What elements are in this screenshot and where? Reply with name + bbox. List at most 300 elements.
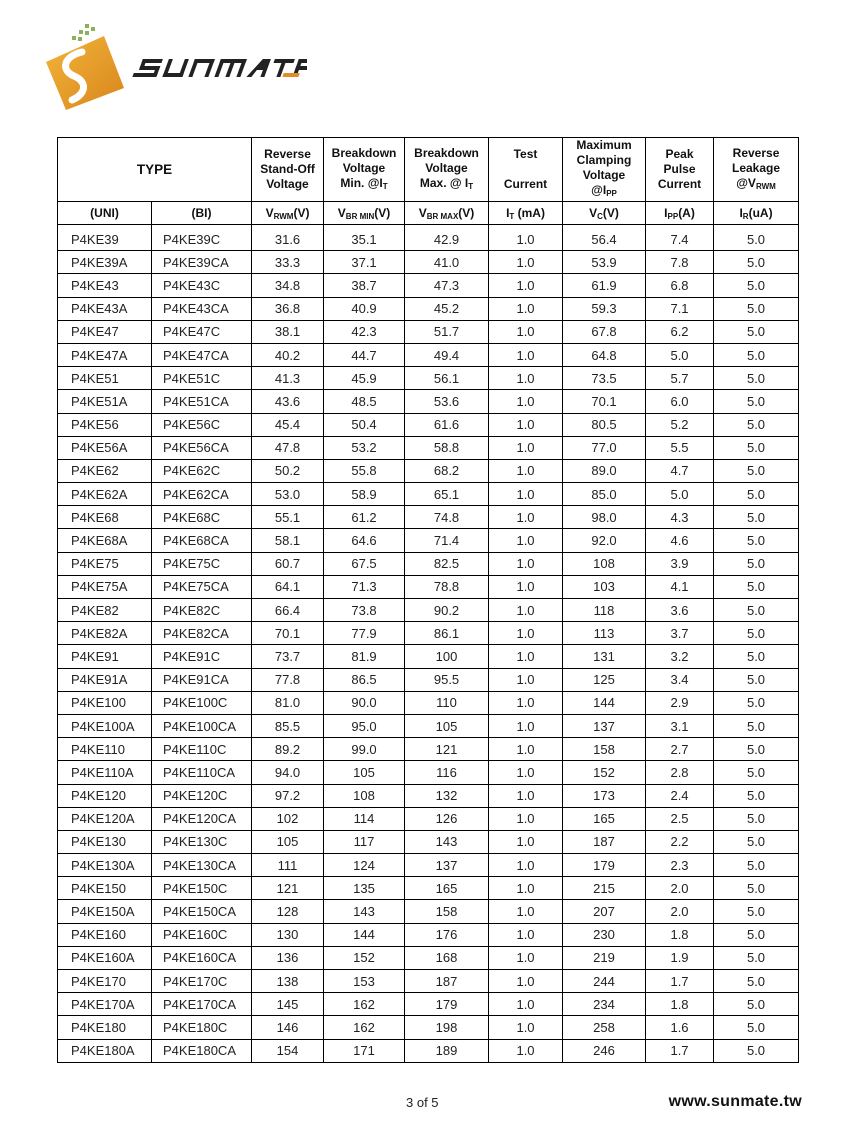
cell-vbr-max: 65.1 <box>405 483 489 506</box>
cell-vc: 113 <box>563 622 646 645</box>
cell-bi-part: P4KE75CA <box>152 575 252 598</box>
cell-uni-part: P4KE160A <box>58 946 152 969</box>
cell-vc: 165 <box>563 807 646 830</box>
cell-vbr-max: 45.2 <box>405 297 489 320</box>
header-row-units <box>58 202 799 225</box>
cell-bi-part: P4KE91CA <box>152 668 252 691</box>
cell-ir: 5.0 <box>714 946 799 969</box>
cell-it: 1.0 <box>489 599 563 622</box>
cell-it: 1.0 <box>489 343 563 366</box>
cell-vc: 187 <box>563 830 646 853</box>
cell-ipp: 5.7 <box>646 367 714 390</box>
cell-bi-part: P4KE160CA <box>152 946 252 969</box>
cell-ir: 5.0 <box>714 599 799 622</box>
cell-uni-part: P4KE100A <box>58 714 152 737</box>
cell-ipp: 3.4 <box>646 668 714 691</box>
table-row <box>58 552 799 575</box>
cell-uni-part: P4KE91A <box>58 668 152 691</box>
cell-vbr-max: 137 <box>405 854 489 877</box>
cell-vrwm: 34.8 <box>252 274 324 297</box>
cell-ipp: 7.4 <box>646 225 714 251</box>
cell-ir: 5.0 <box>714 575 799 598</box>
cell-bi-part: P4KE39C <box>152 225 252 251</box>
cell-it: 1.0 <box>489 506 563 529</box>
cell-ir: 5.0 <box>714 668 799 691</box>
cell-vc: 158 <box>563 738 646 761</box>
cell-uni-part: P4KE43 <box>58 274 152 297</box>
cell-bi-part: P4KE62C <box>152 459 252 482</box>
cell-ipp: 3.2 <box>646 645 714 668</box>
cell-it: 1.0 <box>489 297 563 320</box>
cell-vc: 56.4 <box>563 225 646 251</box>
cell-ir: 5.0 <box>714 761 799 784</box>
cell-vbr-max: 100 <box>405 645 489 668</box>
table-row <box>58 274 799 297</box>
table-row <box>58 436 799 459</box>
cell-it: 1.0 <box>489 575 563 598</box>
cell-it: 1.0 <box>489 993 563 1016</box>
cell-vrwm: 85.5 <box>252 714 324 737</box>
cell-vrwm: 136 <box>252 946 324 969</box>
cell-vbr-min: 152 <box>324 946 405 969</box>
header-row-titles <box>58 138 799 202</box>
cell-vc: 67.8 <box>563 320 646 343</box>
table-row <box>58 343 799 366</box>
cell-bi-part: P4KE120CA <box>152 807 252 830</box>
cell-vc: 70.1 <box>563 390 646 413</box>
cell-ir: 5.0 <box>714 390 799 413</box>
cell-uni-part: P4KE68A <box>58 529 152 552</box>
cell-it: 1.0 <box>489 225 563 251</box>
table-row <box>58 784 799 807</box>
cell-vbr-min: 50.4 <box>324 413 405 436</box>
cell-bi-part: P4KE47CA <box>152 343 252 366</box>
cell-vbr-max: 105 <box>405 714 489 737</box>
cell-vbr-min: 64.6 <box>324 529 405 552</box>
cell-ipp: 3.1 <box>646 714 714 737</box>
cell-bi-part: P4KE39CA <box>152 251 252 274</box>
cell-it: 1.0 <box>489 923 563 946</box>
cell-vbr-max: 165 <box>405 877 489 900</box>
table-row <box>58 923 799 946</box>
cell-bi-part: P4KE43C <box>152 274 252 297</box>
table-row <box>58 320 799 343</box>
cell-vc: 246 <box>563 1039 646 1062</box>
cell-vbr-max: 198 <box>405 1016 489 1039</box>
header-reverse-leakage: Reverse Leakage $@V_{RWM}$ <box>714 138 799 202</box>
table-row <box>58 761 799 784</box>
cell-vbr-min: 144 <box>324 923 405 946</box>
cell-ir: 5.0 <box>714 1016 799 1039</box>
cell-vc: 53.9 <box>563 251 646 274</box>
cell-ipp: 2.5 <box>646 807 714 830</box>
cell-vc: 61.9 <box>563 274 646 297</box>
cell-vrwm: 40.2 <box>252 343 324 366</box>
cell-it: 1.0 <box>489 459 563 482</box>
cell-vbr-min: 153 <box>324 970 405 993</box>
cell-vbr-max: 176 <box>405 923 489 946</box>
cell-vrwm: 41.3 <box>252 367 324 390</box>
cell-uni-part: P4KE62A <box>58 483 152 506</box>
cell-vc: 207 <box>563 900 646 923</box>
cell-vrwm: 145 <box>252 993 324 1016</box>
cell-vrwm: 130 <box>252 923 324 946</box>
cell-it: 1.0 <box>489 436 563 459</box>
cell-vrwm: 45.4 <box>252 413 324 436</box>
table-row <box>58 877 799 900</box>
cell-bi-part: P4KE180C <box>152 1016 252 1039</box>
cell-ipp: 1.7 <box>646 970 714 993</box>
cell-ipp: 4.7 <box>646 459 714 482</box>
header-clamping-voltage: Maximum Clamping Voltage $@I_{PP}$ <box>563 138 646 202</box>
cell-vc: 80.5 <box>563 413 646 436</box>
cell-vbr-min: 35.1 <box>324 225 405 251</box>
cell-vbr-max: 58.8 <box>405 436 489 459</box>
cell-ipp: 1.8 <box>646 993 714 1016</box>
cell-bi-part: P4KE51CA <box>152 390 252 413</box>
cell-ipp: 7.1 <box>646 297 714 320</box>
cell-bi-part: P4KE110CA <box>152 761 252 784</box>
cell-ir: 5.0 <box>714 320 799 343</box>
cell-vbr-min: 71.3 <box>324 575 405 598</box>
cell-vbr-max: 116 <box>405 761 489 784</box>
cell-ipp: 4.3 <box>646 506 714 529</box>
cell-vc: 103 <box>563 575 646 598</box>
cell-uni-part: P4KE43A <box>58 297 152 320</box>
table-row <box>58 390 799 413</box>
cell-ipp: 1.7 <box>646 1039 714 1062</box>
cell-vbr-max: 47.3 <box>405 274 489 297</box>
cell-vbr-min: 108 <box>324 784 405 807</box>
table-body <box>58 225 799 1063</box>
cell-uni-part: P4KE150 <box>58 877 152 900</box>
cell-uni-part: P4KE130 <box>58 830 152 853</box>
cell-ir: 5.0 <box>714 367 799 390</box>
cell-ir: 5.0 <box>714 552 799 575</box>
sunmate-wordmark <box>132 56 307 80</box>
cell-vc: 244 <box>563 970 646 993</box>
cell-uni-part: P4KE170 <box>58 970 152 993</box>
cell-vbr-min: 44.7 <box>324 343 405 366</box>
cell-ipp: 1.6 <box>646 1016 714 1039</box>
cell-uni-part: P4KE82 <box>58 599 152 622</box>
cell-vrwm: 138 <box>252 970 324 993</box>
cell-ir: 5.0 <box>714 343 799 366</box>
header-standoff-voltage: Reverse Stand-Off Voltage <box>252 138 324 202</box>
table-row <box>58 1016 799 1039</box>
cell-vrwm: 50.2 <box>252 459 324 482</box>
cell-vrwm: 89.2 <box>252 738 324 761</box>
cell-it: 1.0 <box>489 714 563 737</box>
cell-ipp: 2.9 <box>646 691 714 714</box>
cell-ir: 5.0 <box>714 529 799 552</box>
sunmate-logo-mark-icon <box>42 22 132 112</box>
cell-ipp: 3.7 <box>646 622 714 645</box>
table-row <box>58 807 799 830</box>
cell-it: 1.0 <box>489 1039 563 1062</box>
unit-vbr-max: $V_{BR MAX}(V)$ <box>405 202 489 225</box>
cell-it: 1.0 <box>489 483 563 506</box>
cell-vc: 144 <box>563 691 646 714</box>
cell-uni-part: P4KE180 <box>58 1016 152 1039</box>
cell-uni-part: P4KE68 <box>58 506 152 529</box>
cell-vbr-max: 56.1 <box>405 367 489 390</box>
cell-vrwm: 70.1 <box>252 622 324 645</box>
cell-ir: 5.0 <box>714 714 799 737</box>
cell-vrwm: 33.3 <box>252 251 324 274</box>
header-peak-pulse-current: Peak Pulse Current <box>646 138 714 202</box>
cell-vc: 85.0 <box>563 483 646 506</box>
cell-vrwm: 94.0 <box>252 761 324 784</box>
cell-ipp: 2.0 <box>646 900 714 923</box>
cell-ir: 5.0 <box>714 830 799 853</box>
cell-uni-part: P4KE120A <box>58 807 152 830</box>
cell-vrwm: 47.8 <box>252 436 324 459</box>
cell-vc: 108 <box>563 552 646 575</box>
cell-vbr-min: 135 <box>324 877 405 900</box>
cell-vrwm: 73.7 <box>252 645 324 668</box>
cell-vbr-min: 114 <box>324 807 405 830</box>
cell-vbr-max: 74.8 <box>405 506 489 529</box>
cell-vbr-min: 81.9 <box>324 645 405 668</box>
cell-vc: 219 <box>563 946 646 969</box>
cell-bi-part: P4KE150CA <box>152 900 252 923</box>
cell-it: 1.0 <box>489 970 563 993</box>
cell-vbr-max: 132 <box>405 784 489 807</box>
cell-vbr-max: 126 <box>405 807 489 830</box>
cell-vbr-max: 90.2 <box>405 599 489 622</box>
cell-bi-part: P4KE100C <box>152 691 252 714</box>
header-breakdown-min: Breakdown Voltage Min. $@I_T$ <box>324 138 405 202</box>
table-row <box>58 529 799 552</box>
cell-ipp: 1.8 <box>646 923 714 946</box>
cell-vc: 230 <box>563 923 646 946</box>
cell-vbr-min: 45.9 <box>324 367 405 390</box>
cell-bi-part: P4KE170C <box>152 970 252 993</box>
cell-vbr-max: 110 <box>405 691 489 714</box>
cell-ir: 5.0 <box>714 622 799 645</box>
cell-bi-part: P4KE160C <box>152 923 252 946</box>
cell-uni-part: P4KE75 <box>58 552 152 575</box>
cell-vbr-min: 61.2 <box>324 506 405 529</box>
cell-it: 1.0 <box>489 784 563 807</box>
cell-vc: 125 <box>563 668 646 691</box>
unit-it: $I_T$ (mA) <box>489 202 563 225</box>
cell-uni-part: P4KE110A <box>58 761 152 784</box>
cell-vbr-min: 105 <box>324 761 405 784</box>
cell-vc: 92.0 <box>563 529 646 552</box>
cell-it: 1.0 <box>489 854 563 877</box>
cell-vbr-max: 51.7 <box>405 320 489 343</box>
cell-vbr-min: 99.0 <box>324 738 405 761</box>
cell-bi-part: P4KE100CA <box>152 714 252 737</box>
header-test-current: Test Current <box>489 138 563 202</box>
cell-it: 1.0 <box>489 645 563 668</box>
cell-vrwm: 53.0 <box>252 483 324 506</box>
header-type: TYPE <box>58 138 252 202</box>
cell-ipp: 2.7 <box>646 738 714 761</box>
cell-vbr-min: 38.7 <box>324 274 405 297</box>
cell-it: 1.0 <box>489 367 563 390</box>
cell-ir: 5.0 <box>714 459 799 482</box>
cell-vrwm: 81.0 <box>252 691 324 714</box>
cell-vrwm: 64.1 <box>252 575 324 598</box>
cell-bi-part: P4KE120C <box>152 784 252 807</box>
table-row <box>58 854 799 877</box>
cell-bi-part: P4KE62CA <box>152 483 252 506</box>
cell-vrwm: 105 <box>252 830 324 853</box>
cell-it: 1.0 <box>489 320 563 343</box>
cell-vbr-min: 162 <box>324 1016 405 1039</box>
cell-vbr-max: 179 <box>405 993 489 1016</box>
cell-it: 1.0 <box>489 251 563 274</box>
cell-vc: 152 <box>563 761 646 784</box>
cell-ir: 5.0 <box>714 483 799 506</box>
cell-uni-part: P4KE75A <box>58 575 152 598</box>
cell-vbr-max: 53.6 <box>405 390 489 413</box>
cell-vrwm: 31.6 <box>252 225 324 251</box>
cell-vrwm: 43.6 <box>252 390 324 413</box>
cell-ipp: 2.2 <box>646 830 714 853</box>
sunmate-logo <box>42 22 312 112</box>
cell-ipp: 1.9 <box>646 946 714 969</box>
cell-vbr-max: 121 <box>405 738 489 761</box>
cell-vbr-max: 189 <box>405 1039 489 1062</box>
cell-vbr-max: 95.5 <box>405 668 489 691</box>
cell-vc: 234 <box>563 993 646 1016</box>
cell-ipp: 5.0 <box>646 343 714 366</box>
table-row <box>58 691 799 714</box>
cell-vbr-max: 86.1 <box>405 622 489 645</box>
cell-vc: 173 <box>563 784 646 807</box>
electrical-characteristics-table <box>57 137 799 1063</box>
cell-ir: 5.0 <box>714 877 799 900</box>
cell-bi-part: P4KE91C <box>152 645 252 668</box>
cell-it: 1.0 <box>489 390 563 413</box>
cell-vbr-max: 168 <box>405 946 489 969</box>
cell-vbr-min: 48.5 <box>324 390 405 413</box>
cell-vc: 131 <box>563 645 646 668</box>
cell-bi-part: P4KE68C <box>152 506 252 529</box>
cell-vbr-max: 41.0 <box>405 251 489 274</box>
cell-vbr-min: 95.0 <box>324 714 405 737</box>
header-breakdown-max: Breakdown Voltage Max. @ $I_T$ <box>405 138 489 202</box>
cell-vrwm: 121 <box>252 877 324 900</box>
cell-vrwm: 77.8 <box>252 668 324 691</box>
table-row <box>58 575 799 598</box>
table-row <box>58 459 799 482</box>
cell-uni-part: P4KE180A <box>58 1039 152 1062</box>
table-row <box>58 483 799 506</box>
cell-ir: 5.0 <box>714 274 799 297</box>
cell-uni-part: P4KE130A <box>58 854 152 877</box>
table-row <box>58 251 799 274</box>
cell-vrwm: 102 <box>252 807 324 830</box>
cell-vbr-min: 42.3 <box>324 320 405 343</box>
cell-uni-part: P4KE150A <box>58 900 152 923</box>
website-url: www.sunmate.tw <box>668 1093 802 1110</box>
cell-it: 1.0 <box>489 900 563 923</box>
cell-uni-part: P4KE170A <box>58 993 152 1016</box>
cell-ir: 5.0 <box>714 691 799 714</box>
cell-vbr-max: 158 <box>405 900 489 923</box>
cell-vbr-min: 77.9 <box>324 622 405 645</box>
cell-vc: 77.0 <box>563 436 646 459</box>
cell-vbr-min: 90.0 <box>324 691 405 714</box>
cell-uni-part: P4KE120 <box>58 784 152 807</box>
table-row <box>58 622 799 645</box>
cell-bi-part: P4KE51C <box>152 367 252 390</box>
cell-ir: 5.0 <box>714 436 799 459</box>
cell-vbr-min: 117 <box>324 830 405 853</box>
cell-ipp: 4.6 <box>646 529 714 552</box>
cell-vrwm: 66.4 <box>252 599 324 622</box>
cell-ir: 5.0 <box>714 1039 799 1062</box>
cell-it: 1.0 <box>489 622 563 645</box>
cell-vbr-max: 82.5 <box>405 552 489 575</box>
cell-vbr-max: 78.8 <box>405 575 489 598</box>
cell-uni-part: P4KE82A <box>58 622 152 645</box>
cell-uni-part: P4KE51 <box>58 367 152 390</box>
cell-uni-part: P4KE39A <box>58 251 152 274</box>
cell-vrwm: 97.2 <box>252 784 324 807</box>
cell-uni-part: P4KE91 <box>58 645 152 668</box>
cell-bi-part: P4KE56C <box>152 413 252 436</box>
cell-bi-part: P4KE68CA <box>152 529 252 552</box>
cell-it: 1.0 <box>489 761 563 784</box>
cell-vc: 59.3 <box>563 297 646 320</box>
cell-vc: 215 <box>563 877 646 900</box>
cell-uni-part: P4KE100 <box>58 691 152 714</box>
table-row <box>58 668 799 691</box>
cell-vrwm: 55.1 <box>252 506 324 529</box>
cell-vbr-min: 73.8 <box>324 599 405 622</box>
cell-ir: 5.0 <box>714 923 799 946</box>
cell-it: 1.0 <box>489 946 563 969</box>
cell-vc: 258 <box>563 1016 646 1039</box>
cell-ipp: 2.3 <box>646 854 714 877</box>
cell-vrwm: 38.1 <box>252 320 324 343</box>
cell-uni-part: P4KE47A <box>58 343 152 366</box>
table-row <box>58 900 799 923</box>
cell-bi-part: P4KE130CA <box>152 854 252 877</box>
cell-ir: 5.0 <box>714 970 799 993</box>
cell-vbr-min: 58.9 <box>324 483 405 506</box>
cell-ipp: 2.8 <box>646 761 714 784</box>
cell-ipp: 4.1 <box>646 575 714 598</box>
cell-it: 1.0 <box>489 552 563 575</box>
cell-it: 1.0 <box>489 807 563 830</box>
cell-ipp: 6.0 <box>646 390 714 413</box>
table-row <box>58 225 799 251</box>
cell-vbr-min: 171 <box>324 1039 405 1062</box>
cell-uni-part: P4KE47 <box>58 320 152 343</box>
cell-it: 1.0 <box>489 691 563 714</box>
cell-bi-part: P4KE47C <box>152 320 252 343</box>
cell-it: 1.0 <box>489 830 563 853</box>
cell-bi-part: P4KE180CA <box>152 1039 252 1062</box>
table-row <box>58 599 799 622</box>
cell-bi-part: P4KE150C <box>152 877 252 900</box>
table-row <box>58 830 799 853</box>
cell-it: 1.0 <box>489 529 563 552</box>
cell-ir: 5.0 <box>714 506 799 529</box>
cell-it: 1.0 <box>489 413 563 436</box>
cell-ir: 5.0 <box>714 854 799 877</box>
cell-ipp: 2.0 <box>646 877 714 900</box>
cell-it: 1.0 <box>489 668 563 691</box>
cell-ir: 5.0 <box>714 225 799 251</box>
